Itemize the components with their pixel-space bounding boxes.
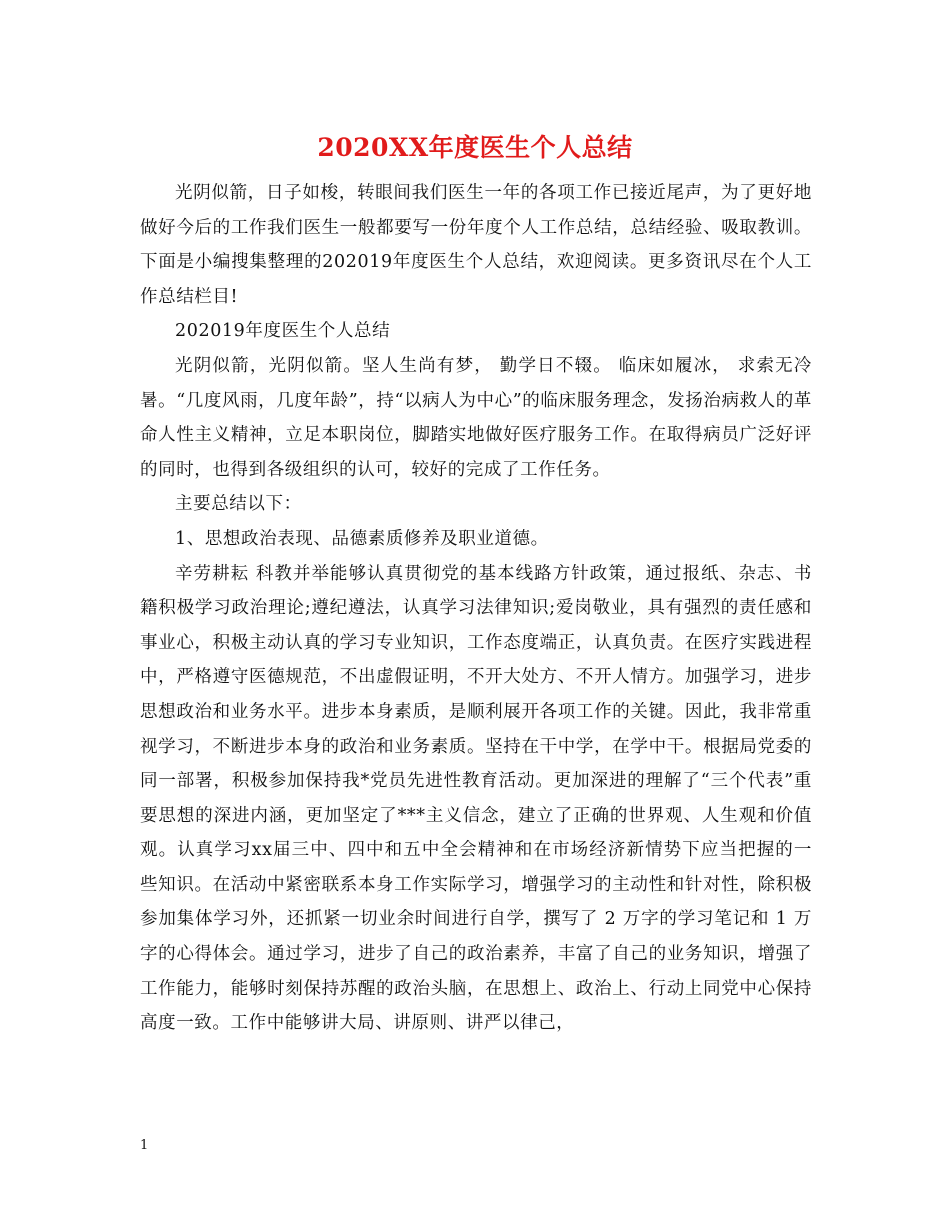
document-body (140, 176, 812, 1041)
paragraph-opening: 光阴似箭，光阴似箭。坚人生尚有梦， 勤学日不辍。 临床如履冰， 求索无冷暑。“几度风雨，几度年龄”，持“以病人为中心”的临床服务理念，发扬治病救人的革命人性主义精神，立足本职岗位，脚踏实地做好医疗服务工作。在取得病员广泛好评的同时，也得到各级组织的认可，较好的完成了工作任务。 (140, 355, 812, 480)
document-title: 2020XX年度医生个人总结 (317, 133, 633, 162)
paragraph-summary-heading: 主要总结以下： (175, 494, 302, 515)
paragraph-main-content: 辛劳耕耘 科教并举能够认真贯彻党的基本线路方针政策，通过报纸、杂志、书籍积极学习政治理论;遵纪遵法，认真学习法律知识;爱岗敬业，具有强烈的责任感和事业心，积极主动认真的学习专业知识，工作态度端正，认真负责。在医疗实践进程中，严格遵守医德规范，不出虚假证明，不开大处方、不开人情方。加强学习，进步思想政治和业务水平。进步本身素质，是顺利展开各项工作的关键。因此，我非常重视学习，不断进步本身的政治和业务素质。坚持在干中学，在学中干。根据局党委的同一部署，积极参加保持我*党员先进性教育活动。更加深进的理解了“三个代表”重要思想的深进内涵，更加坚定了***主义信念，建立了正确的世界观、人生观和价值观。认真学习xx届三中、四中和五中全会精神和在市场经济新情势下应当把握的一些知识。在活动中紧密联系本身工作实际学习，增强学习的主动性和针对性，除积极参加集体学习外，还抓紧一切业余时间进行自学，撰写了 2 万字的学习笔记和 1 万字的心得体会。通过学习，进步了自己的政治素养，丰富了自己的业务知识，增强了工作能力，能够时刻保持苏醒的政治头脑，在思想上、政治上、行动上同党中心保持高度一致。工作中能够讲大局、讲原则、讲严以律己， (140, 563, 812, 1034)
paragraph-section-heading: 1、思想政治表现、品德素质修养及职业道德。 (175, 528, 549, 549)
paragraph-intro: 光阴似箭，日子如梭，转眼间我们医生一年的各项工作已接近尾声，为了更好地做好今后的工作我们医生一般都要写一份年度个人工作总结，总结经验、吸取教训。下面是小编搜集整理的202019年度医生个人总结，欢迎阅读。更多资讯尽在个人工作总结栏目! (140, 183, 812, 307)
page-number: 1 (140, 1138, 149, 1153)
paragraph-subtitle: 202019年度医生个人总结 (175, 321, 391, 342)
